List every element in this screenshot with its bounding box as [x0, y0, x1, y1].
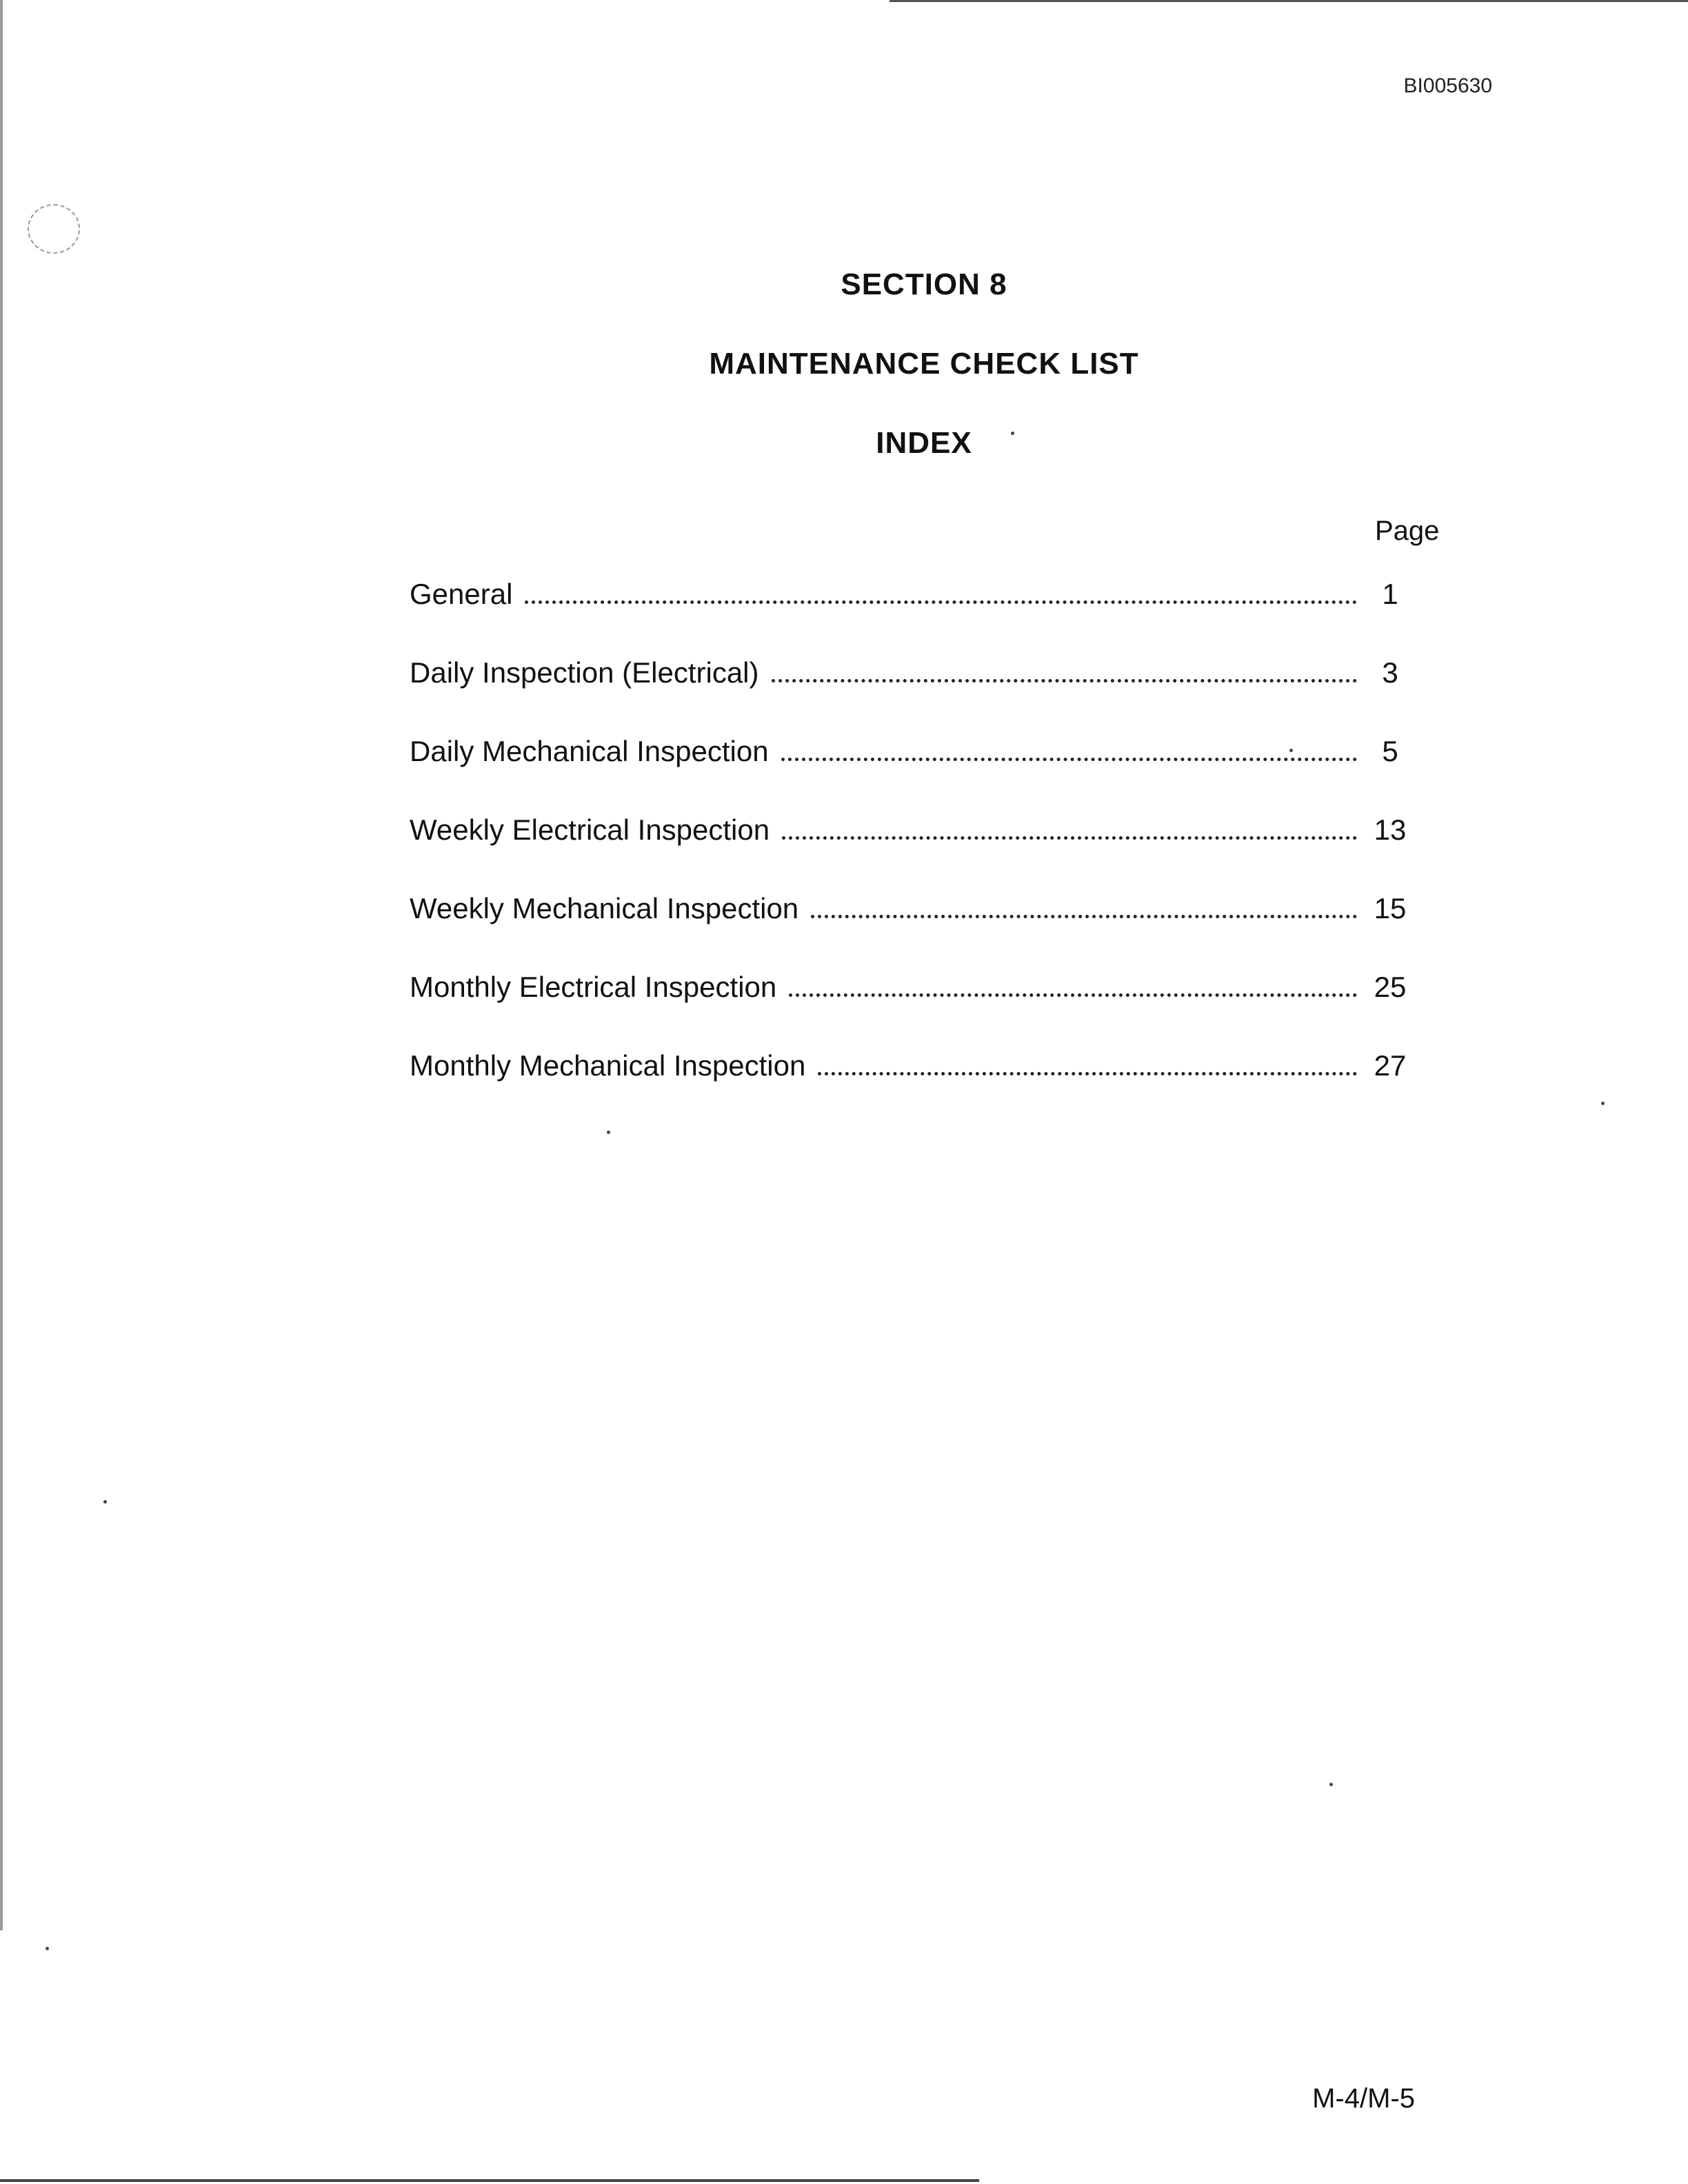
- scan-speck: [103, 1500, 107, 1504]
- dot-leader: [789, 976, 1357, 997]
- punch-hole-mark: [28, 204, 80, 254]
- toc-entry-label: General: [410, 578, 513, 610]
- dot-leader: [525, 583, 1357, 604]
- dot-leader: [818, 1055, 1357, 1075]
- section-heading: SECTION 8: [841, 267, 1007, 301]
- toc-entry-page: 3: [1382, 656, 1398, 689]
- toc-entry-label: Daily Mechanical Inspection: [410, 735, 769, 767]
- scan-speck: [1601, 1102, 1605, 1105]
- toc-entry-label: Monthly Electrical Inspection: [410, 971, 777, 1003]
- toc-entry-page: 15: [1374, 892, 1407, 924]
- toc-entry-label: Daily Inspection (Electrical): [410, 656, 759, 689]
- scan-speck: [1329, 1783, 1333, 1786]
- scan-speck: [1289, 749, 1293, 752]
- scan-speck: [1011, 432, 1014, 435]
- toc-entry: [410, 656, 1423, 735]
- toc-entry-page: 27: [1374, 1049, 1407, 1082]
- dot-leader: [781, 740, 1357, 761]
- document-title: MAINTENANCE CHECK LIST: [709, 347, 1139, 381]
- toc-entry-label: Weekly Mechanical Inspection: [410, 892, 799, 924]
- toc-entry-page: 5: [1382, 735, 1398, 767]
- dot-leader: [772, 662, 1357, 682]
- toc-entry: [410, 813, 1423, 892]
- table-of-contents: [410, 578, 1423, 1128]
- toc-entry-label: Weekly Electrical Inspection: [410, 813, 770, 846]
- toc-entry-page: 25: [1374, 971, 1407, 1003]
- index-heading: INDEX: [876, 426, 972, 460]
- page-column-header: Page: [1375, 516, 1440, 546]
- document-id: BI005630: [1403, 74, 1492, 97]
- page-footer-number: M-4/M-5: [1312, 2083, 1415, 2114]
- scan-speck: [607, 1131, 610, 1134]
- toc-entry: [410, 971, 1423, 1049]
- dot-leader: [811, 898, 1357, 918]
- toc-entry: [410, 735, 1423, 813]
- scan-speck: [46, 1947, 49, 1950]
- dot-leader: [782, 819, 1357, 840]
- toc-entry-page: 1: [1382, 578, 1398, 610]
- toc-entry: [410, 578, 1423, 656]
- toc-entry: [410, 1049, 1423, 1128]
- toc-entry: [410, 892, 1423, 971]
- scan-edge-top: [890, 0, 1688, 2]
- toc-entry-label: Monthly Mechanical Inspection: [410, 1049, 806, 1082]
- scan-edge-bottom: [0, 2179, 979, 2182]
- toc-entry-page: 13: [1374, 813, 1407, 846]
